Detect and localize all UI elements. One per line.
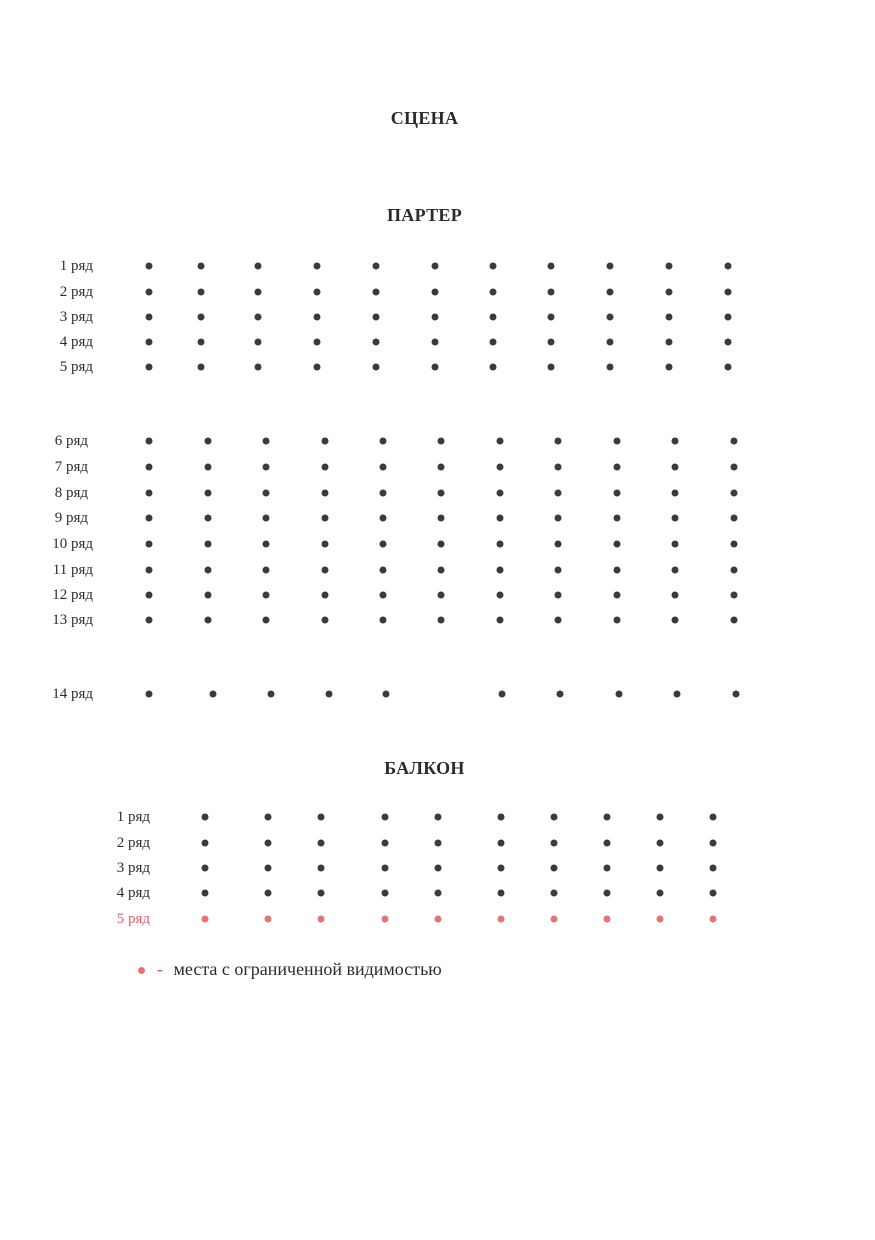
seat[interactable]	[198, 263, 205, 270]
seat[interactable]	[205, 541, 212, 548]
seat[interactable]	[555, 592, 562, 599]
seat[interactable]	[497, 464, 504, 471]
seat[interactable]	[146, 541, 153, 548]
seat[interactable]	[382, 814, 389, 821]
seat[interactable]	[710, 890, 717, 897]
seat[interactable]	[205, 490, 212, 497]
seat[interactable]	[666, 263, 673, 270]
seat[interactable]	[725, 314, 732, 321]
seat[interactable]	[557, 691, 564, 698]
seat[interactable]	[710, 865, 717, 872]
seat[interactable]	[380, 541, 387, 548]
seat[interactable]	[146, 567, 153, 574]
row-label: 5 ряд	[59, 359, 93, 375]
seat[interactable]	[322, 617, 329, 624]
seat[interactable]	[604, 840, 611, 847]
seat[interactable]	[672, 541, 679, 548]
seat[interactable]	[551, 865, 558, 872]
seat[interactable]	[548, 263, 555, 270]
seat[interactable]	[314, 364, 321, 371]
balcony-title: БАЛКОН	[384, 758, 465, 778]
row-label: 3 ряд	[116, 860, 150, 876]
seat[interactable]	[146, 314, 153, 321]
seat[interactable]	[607, 364, 614, 371]
seat[interactable]	[555, 438, 562, 445]
seat[interactable]	[198, 289, 205, 296]
seat[interactable]	[731, 617, 738, 624]
seat[interactable]	[614, 464, 621, 471]
seat[interactable]	[432, 314, 439, 321]
seat-restricted[interactable]	[604, 916, 611, 923]
seat[interactable]	[438, 541, 445, 548]
seat[interactable]	[555, 567, 562, 574]
seat[interactable]	[497, 515, 504, 522]
seat[interactable]	[499, 691, 506, 698]
seat[interactable]	[607, 314, 614, 321]
row-label: 6 ряд	[54, 433, 88, 449]
seat[interactable]	[146, 515, 153, 522]
seat[interactable]	[435, 840, 442, 847]
seat[interactable]	[198, 339, 205, 346]
seat[interactable]	[614, 592, 621, 599]
seat[interactable]	[548, 339, 555, 346]
row-label: 2 ряд	[116, 835, 150, 851]
parter-title: ПАРТЕР	[386, 205, 463, 225]
row-label: 5 ряд	[116, 911, 150, 927]
seat[interactable]	[146, 438, 153, 445]
seat[interactable]	[380, 592, 387, 599]
seat[interactable]	[435, 890, 442, 897]
seat[interactable]	[432, 339, 439, 346]
seat[interactable]	[551, 840, 558, 847]
row-label: 1 ряд	[116, 809, 150, 825]
seat[interactable]	[146, 592, 153, 599]
seat[interactable]	[322, 541, 329, 548]
seat[interactable]	[731, 515, 738, 522]
seat[interactable]	[382, 890, 389, 897]
seat[interactable]	[382, 865, 389, 872]
row-label: 4 ряд	[116, 885, 150, 901]
seat[interactable]	[731, 490, 738, 497]
seat[interactable]	[616, 691, 623, 698]
row-label: 1 ряд	[59, 258, 93, 274]
seat[interactable]	[202, 840, 209, 847]
seat[interactable]	[490, 339, 497, 346]
seat[interactable]	[373, 289, 380, 296]
seat[interactable]	[202, 865, 209, 872]
legend	[137, 959, 442, 980]
seat[interactable]	[263, 541, 270, 548]
seat[interactable]	[674, 691, 681, 698]
seat[interactable]	[432, 364, 439, 371]
row-label: 11 ряд	[52, 562, 93, 578]
seat-restricted[interactable]	[657, 916, 664, 923]
seat[interactable]	[555, 617, 562, 624]
row-label: 14 ряд	[52, 686, 93, 702]
seat[interactable]	[268, 691, 275, 698]
seat[interactable]	[205, 464, 212, 471]
seat[interactable]	[672, 567, 679, 574]
seat[interactable]	[314, 314, 321, 321]
seat[interactable]	[657, 840, 664, 847]
seat[interactable]	[198, 364, 205, 371]
seat[interactable]	[498, 840, 505, 847]
seat[interactable]	[672, 438, 679, 445]
seat[interactable]	[255, 364, 262, 371]
seat[interactable]	[265, 814, 272, 821]
seat[interactable]	[146, 691, 153, 698]
seat[interactable]	[322, 515, 329, 522]
seat[interactable]	[551, 890, 558, 897]
seat[interactable]	[263, 438, 270, 445]
seat[interactable]	[255, 289, 262, 296]
seat[interactable]	[614, 617, 621, 624]
seat[interactable]	[146, 289, 153, 296]
row-label: 9 ряд	[54, 510, 88, 526]
seat[interactable]	[497, 567, 504, 574]
seat[interactable]	[551, 814, 558, 821]
seat[interactable]	[435, 814, 442, 821]
seat-restricted[interactable]	[265, 916, 272, 923]
seat-restricted[interactable]	[318, 916, 325, 923]
row-label: 13 ряд	[52, 612, 93, 628]
seat[interactable]	[255, 339, 262, 346]
seat-restricted[interactable]	[382, 916, 389, 923]
row-label: 10 ряд	[52, 536, 93, 552]
seat[interactable]	[490, 314, 497, 321]
seat[interactable]	[373, 314, 380, 321]
legend-dash: -	[157, 959, 163, 979]
seat[interactable]	[322, 567, 329, 574]
seat[interactable]	[710, 814, 717, 821]
seat[interactable]	[146, 263, 153, 270]
seat[interactable]	[666, 364, 673, 371]
seat[interactable]	[318, 890, 325, 897]
seat[interactable]	[672, 592, 679, 599]
seat[interactable]	[498, 865, 505, 872]
seat[interactable]	[380, 617, 387, 624]
seat[interactable]	[438, 464, 445, 471]
seat[interactable]	[555, 515, 562, 522]
seat[interactable]	[614, 541, 621, 548]
seat[interactable]	[666, 339, 673, 346]
seat[interactable]	[263, 592, 270, 599]
seat[interactable]	[322, 438, 329, 445]
seat[interactable]	[498, 890, 505, 897]
seat[interactable]	[263, 515, 270, 522]
seat[interactable]	[666, 314, 673, 321]
seat[interactable]	[438, 490, 445, 497]
seat[interactable]	[672, 490, 679, 497]
seat[interactable]	[373, 339, 380, 346]
seat[interactable]	[322, 592, 329, 599]
seat[interactable]	[255, 314, 262, 321]
row-label: 8 ряд	[54, 485, 88, 501]
seat[interactable]	[380, 490, 387, 497]
seat-restricted[interactable]	[498, 916, 505, 923]
row-label: 7 ряд	[54, 459, 88, 475]
seat[interactable]	[497, 438, 504, 445]
seat[interactable]	[604, 865, 611, 872]
seat[interactable]	[614, 438, 621, 445]
restricted-seat-icon	[138, 967, 145, 974]
seat[interactable]	[607, 339, 614, 346]
seat[interactable]	[733, 691, 740, 698]
seat[interactable]	[382, 840, 389, 847]
seat[interactable]	[326, 691, 333, 698]
seat[interactable]	[265, 840, 272, 847]
seat[interactable]	[672, 617, 679, 624]
seat[interactable]	[555, 541, 562, 548]
seat[interactable]	[672, 515, 679, 522]
seat[interactable]	[438, 592, 445, 599]
seat[interactable]	[438, 617, 445, 624]
seat[interactable]	[438, 438, 445, 445]
seat[interactable]	[205, 438, 212, 445]
seat[interactable]	[490, 289, 497, 296]
seat[interactable]	[555, 464, 562, 471]
seat[interactable]	[490, 263, 497, 270]
seat[interactable]	[202, 814, 209, 821]
seat[interactable]	[146, 364, 153, 371]
seat[interactable]	[548, 289, 555, 296]
seat[interactable]	[666, 289, 673, 296]
seat[interactable]	[672, 464, 679, 471]
seat[interactable]	[614, 567, 621, 574]
row-label: 2 ряд	[59, 284, 93, 300]
seat[interactable]	[731, 464, 738, 471]
seat[interactable]	[210, 691, 217, 698]
seat[interactable]	[497, 490, 504, 497]
seat[interactable]	[548, 314, 555, 321]
seat[interactable]	[146, 339, 153, 346]
seat[interactable]	[725, 364, 732, 371]
seat[interactable]	[146, 617, 153, 624]
seat[interactable]	[263, 617, 270, 624]
seat[interactable]	[202, 890, 209, 897]
seat[interactable]	[314, 339, 321, 346]
seat[interactable]	[205, 515, 212, 522]
seat-restricted[interactable]	[202, 916, 209, 923]
seat[interactable]	[555, 490, 562, 497]
stage-title: СЦЕНА	[390, 108, 459, 128]
seat[interactable]	[318, 865, 325, 872]
seat[interactable]	[438, 567, 445, 574]
seat[interactable]	[725, 263, 732, 270]
seat[interactable]	[614, 490, 621, 497]
row-label: 12 ряд	[52, 587, 93, 603]
seat[interactable]	[205, 592, 212, 599]
seat[interactable]	[497, 592, 504, 599]
seat[interactable]	[373, 263, 380, 270]
seat-restricted[interactable]	[435, 916, 442, 923]
seat[interactable]	[380, 515, 387, 522]
seat[interactable]	[604, 890, 611, 897]
seat[interactable]	[548, 364, 555, 371]
seat[interactable]	[731, 438, 738, 445]
seat[interactable]	[435, 865, 442, 872]
seat[interactable]	[314, 289, 321, 296]
seat[interactable]	[497, 617, 504, 624]
seat[interactable]	[380, 464, 387, 471]
seat[interactable]	[146, 490, 153, 497]
seat[interactable]	[318, 814, 325, 821]
seat[interactable]	[607, 263, 614, 270]
seat[interactable]	[731, 567, 738, 574]
seat-restricted[interactable]	[710, 916, 717, 923]
seat[interactable]	[380, 438, 387, 445]
seat[interactable]	[731, 592, 738, 599]
seat[interactable]	[657, 890, 664, 897]
legend-text: места с ограниченной видимостью	[173, 959, 442, 979]
seat[interactable]	[205, 567, 212, 574]
seat[interactable]	[490, 364, 497, 371]
seat[interactable]	[725, 289, 732, 296]
seat[interactable]	[432, 289, 439, 296]
seat[interactable]	[146, 464, 153, 471]
seat[interactable]	[263, 567, 270, 574]
seat-restricted[interactable]	[551, 916, 558, 923]
seat[interactable]	[263, 464, 270, 471]
seat[interactable]	[255, 263, 262, 270]
seat[interactable]	[657, 814, 664, 821]
seat[interactable]	[432, 263, 439, 270]
seat[interactable]	[322, 464, 329, 471]
seat[interactable]	[263, 490, 270, 497]
seat[interactable]	[607, 289, 614, 296]
seat[interactable]	[604, 814, 611, 821]
seat[interactable]	[318, 840, 325, 847]
seat[interactable]	[198, 314, 205, 321]
seat[interactable]	[383, 691, 390, 698]
seat[interactable]	[380, 567, 387, 574]
seat[interactable]	[497, 541, 504, 548]
seat[interactable]	[314, 263, 321, 270]
seat[interactable]	[725, 339, 732, 346]
seat[interactable]	[710, 840, 717, 847]
seat[interactable]	[265, 890, 272, 897]
seat[interactable]	[373, 364, 380, 371]
seat[interactable]	[265, 865, 272, 872]
seat[interactable]	[657, 865, 664, 872]
seat[interactable]	[322, 490, 329, 497]
seat[interactable]	[614, 515, 621, 522]
seat[interactable]	[205, 617, 212, 624]
seat[interactable]	[438, 515, 445, 522]
seat[interactable]	[498, 814, 505, 821]
seat[interactable]	[731, 541, 738, 548]
row-label: 3 ряд	[59, 309, 93, 325]
row-label: 4 ряд	[59, 334, 93, 350]
